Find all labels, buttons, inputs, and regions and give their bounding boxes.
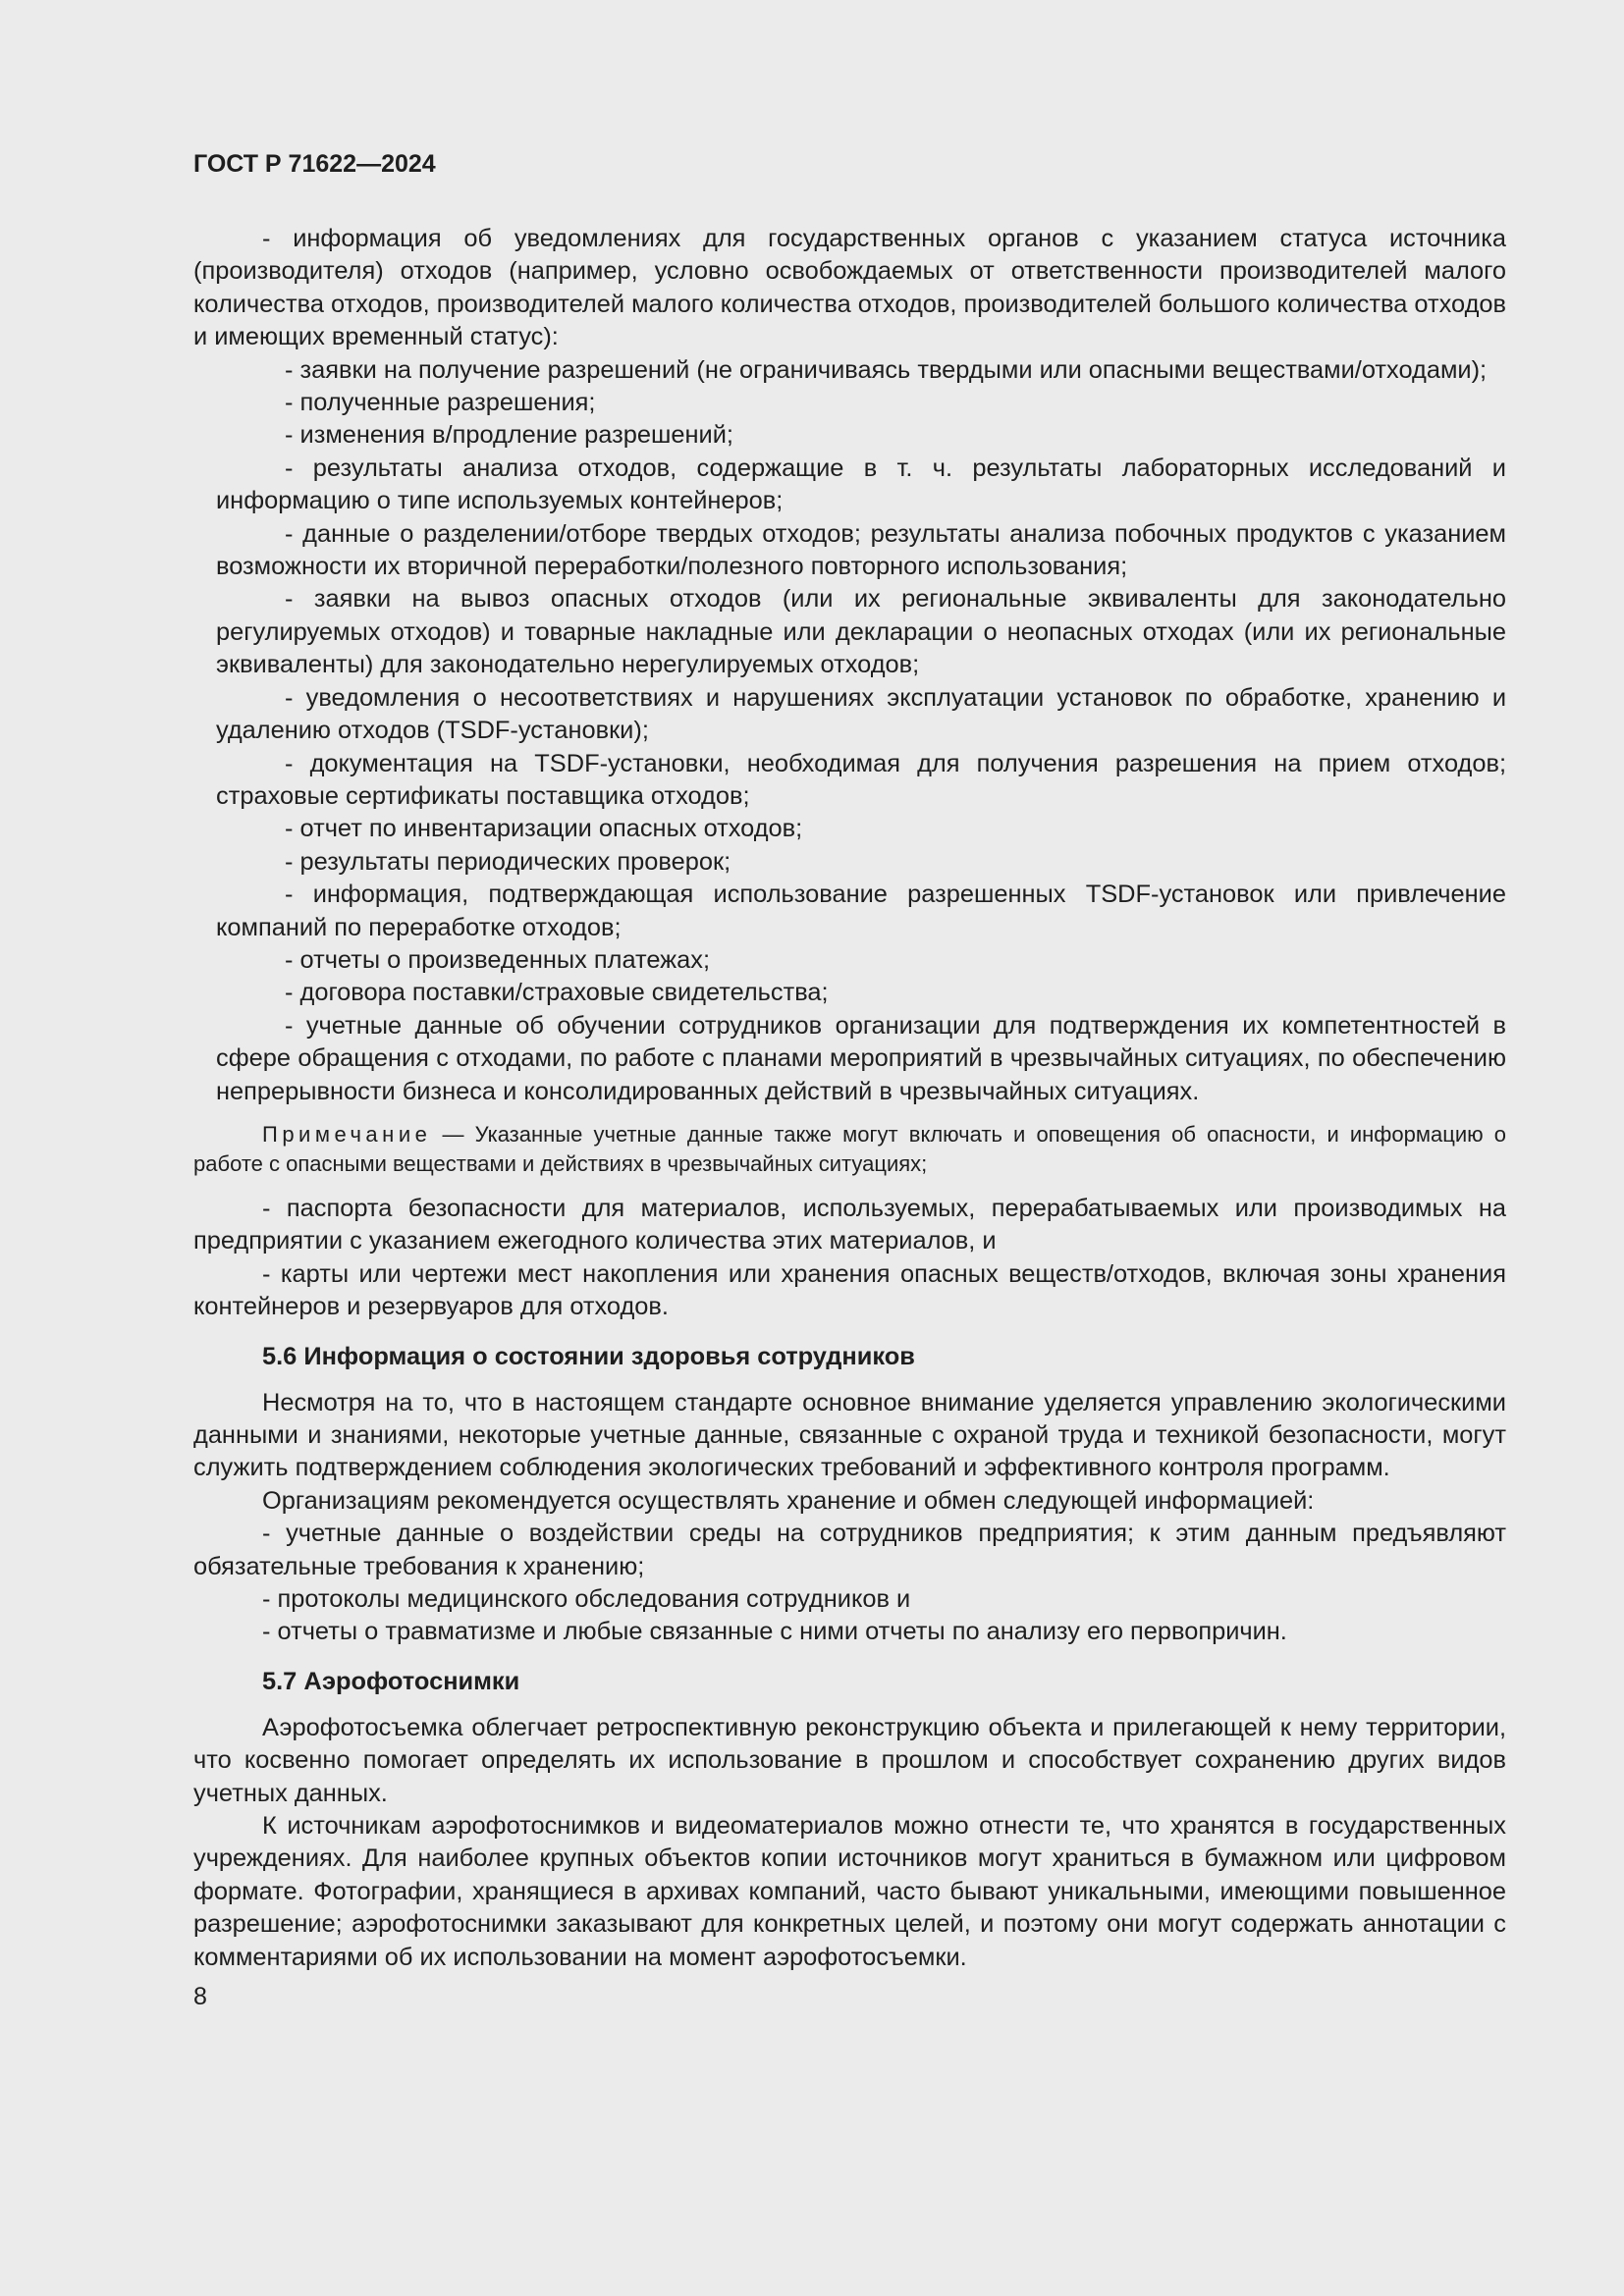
list-item: - документация на TSDF-установки, необходимая для получения разрешения на прием отходов; страховые сертификаты поставщика отходов; (216, 749, 1506, 810)
section-5-6-paragraph: Организациям рекомендуется осуществлять хранение и обмен следующей информацией: (262, 1486, 1315, 1515)
list-item: - результаты периодических проверок; (285, 847, 731, 876)
page-number: 8 (193, 1983, 207, 2011)
list-item: - карты или чертежи мест накопления или хранения опасных веществ/отходов, включая зоны хранения контейнеров и резервуаров для отходов. (193, 1259, 1506, 1321)
note-label: Примечание (262, 1121, 432, 1147)
document-page (193, 147, 1506, 2013)
list-item: - результаты анализа отходов, содержащие в т. ч. результаты лабораторных исследований и информацию о типе используемых контейнеров; (216, 454, 1506, 515)
waste-records-sublist (193, 354, 1506, 1108)
list-item: - протоколы медицинского обследования сотрудников и (262, 1585, 911, 1614)
list-item: - данные о разделении/отборе твердых отходов; результаты анализа побочных продуктов с указанием возможности их вторичной переработки/полезного повторного использования; (216, 519, 1506, 581)
list-item: - информация, подтверждающая использование разрешенных TSDF-установок или привлечение компаний по переработке отходов; (216, 881, 1506, 941)
note-text: — Указанные учетные данные также могут включать и оповещения об опасности, и информацию о работе с опасными веществами и действиях в чрезвычайных ситуациях; (193, 1121, 1506, 1176)
section-5-7-paragraph: К источникам аэрофотоснимков и видеоматериалов можно отнести те, что хранятся в государственных учреждениях. Для наиболее крупных объектов копии источников могут храниться в бумажном или цифровом формате. Фотографии, хранящиеся в архивах компаний, часто бывают уникальными, имеющими повышенное разрешение; аэрофотоснимки заказывают для конкретных целей, и поэтому они могут содержать аннотации с комментариями об их использовании на момент аэрофотосъемки. (193, 1812, 1506, 1971)
list-item: - отчеты о произведенных платежах; (285, 945, 711, 974)
section-5-6-paragraph: Несмотря на то, что в настоящем стандарте основное внимание уделяется управлению экологическими данными и знаниями, некоторые учетные данные, связанные с охраной труда и техникой безопасности, могут служить подтверждением соблюдения экологических требований и эффективного контроля программ. (193, 1388, 1506, 1482)
intro-list-item: - информация об уведомлениях для государственных органов с указанием статуса источника (производителя) отходов (например, условно освобождаемых от ответственности производителей малого количества отходов, производителей малого количества отходов, производителей большого количества отходов и имеющих временный статус): (193, 225, 1506, 351)
document-header: ГОСТ Р 71622—2024 (193, 150, 436, 178)
list-item: - полученные разрешения; (285, 389, 596, 417)
list-item: - паспорта безопасности для материалов, используемых, перерабатываемых или производимых на предприятии с указанием ежегодного количества этих материалов, и (193, 1194, 1506, 1255)
list-item: - уведомления о несоответствиях и нарушениях эксплуатации установок по обработке, хранению и удалению отходов (TSDF-установки); (216, 683, 1506, 745)
list-item: - учетные данные о воздействии среды на сотрудников предприятия; к этим данным предъявляют обязательные требования к хранению; (193, 1520, 1506, 1580)
note (193, 1120, 1506, 1179)
section-5-7-title: 5.7 Аэрофотоснимки (262, 1667, 520, 1695)
list-item: - изменения в/продление разрешений; (285, 421, 733, 450)
list-item: - договора поставки/страховые свидетельства; (285, 979, 829, 1007)
section-5-6-title: 5.6 Информация о состоянии здоровья сотрудников (262, 1342, 915, 1370)
list-item: - заявки на вывоз опасных отходов (или их региональные эквиваленты для законодательно регулируемых отходов) и товарные накладные или декларации о неопасных отходах (или их региональные эквиваленты) для законодательно нерегулируемых отходов; (216, 585, 1506, 679)
list-item: - отчет по инвентаризации опасных отходов; (285, 815, 803, 843)
list-item: - заявки на получение разрешений (не ограничиваясь твердыми или опасными веществами/отходами); (285, 355, 1488, 384)
list-item: - учетные данные об обучении сотрудников организации для подтверждения их компетентностей в сфере обращения с отходами, по работе с планами мероприятий в чрезвычайных ситуациях, по обеспечению непрерывности бизнеса и консолидированных действий в чрезвычайных ситуациях. (216, 1011, 1506, 1105)
section-5-7-paragraph: Аэрофотосъемка облегчает ретроспективную реконструкцию объекта и прилегающей к нему территории, что косвенно помогает определять их использование в прошлом и способствует сохранению других видов учетных данных. (193, 1713, 1506, 1807)
list-item: - отчеты о травматизме и любые связанные с ними отчеты по анализу его первопричин. (262, 1618, 1287, 1646)
